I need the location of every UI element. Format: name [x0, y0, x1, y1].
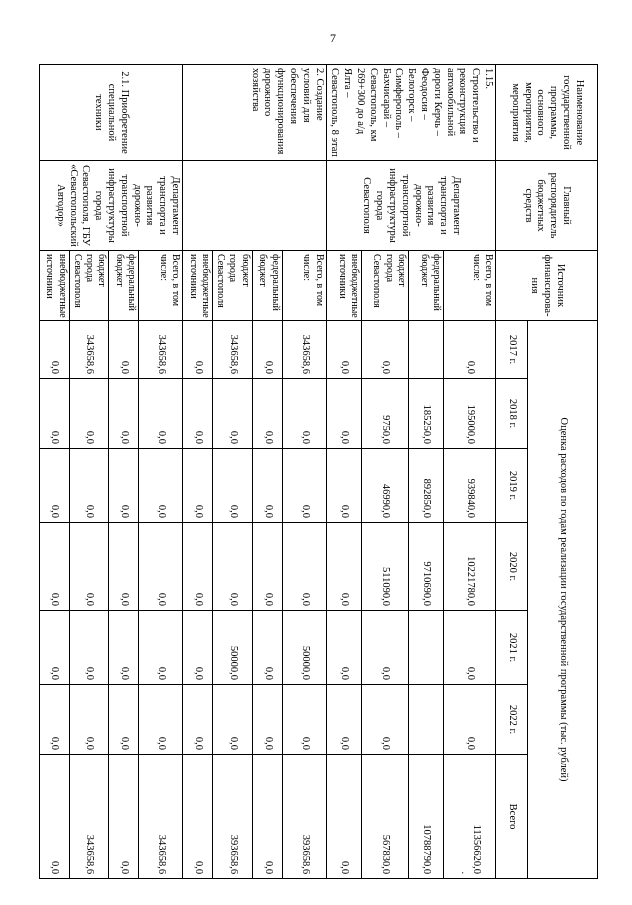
header-year: 2020 г.: [496, 523, 528, 611]
amount-cell: 0,0: [69, 379, 109, 449]
amount-cell: 0,0: [252, 321, 282, 379]
amount-cell: 0,0: [326, 523, 361, 611]
amount-cell: 0,0: [326, 611, 361, 685]
amount-cell: 939840,0: [444, 449, 496, 523]
amount-cell: 0,0: [139, 685, 183, 755]
funding-source: Всего, в том числе:: [444, 251, 496, 321]
budget-administrator: Департамент транспорта и развития дорожно-транспортной инфраструктуры города Севастополя, ГБУ «Севастопольский Автодор»: [39, 161, 183, 251]
amount-cell: 11356620,0 .: [444, 755, 496, 879]
funding-source: внебюджетные источники: [326, 251, 361, 321]
amount-cell: 0,0: [444, 321, 496, 379]
amount-cell: 0,0: [139, 379, 183, 449]
header-year: 2018 г.: [496, 379, 528, 449]
amount-cell: 0,0: [326, 449, 361, 523]
amount-cell: 0,0: [39, 321, 69, 379]
table-row: [139, 65, 183, 879]
amount-cell: 0,0: [39, 523, 69, 611]
amount-cell: 0,0: [109, 379, 139, 449]
amount-cell: 50000,0: [213, 611, 253, 685]
header-admin: Главный распорядитель бюджетных средств: [496, 161, 598, 251]
amount-cell: 0,0: [252, 379, 282, 449]
amount-cell: 0,0: [326, 379, 361, 449]
amount-cell: 0,0: [139, 449, 183, 523]
amount-cell: 10221780,0: [444, 523, 496, 611]
amount-cell: 0,0: [69, 611, 109, 685]
header-year: Всего: [496, 755, 528, 879]
amount-cell: 567830,0: [362, 755, 409, 879]
amount-cell: 0,0: [183, 379, 213, 449]
budget-administrator: [183, 161, 327, 251]
amount-cell: 0,0: [444, 611, 496, 685]
amount-cell: 0,0: [252, 755, 282, 879]
amount-cell: 393658,6: [282, 755, 326, 879]
amount-cell: 0,0: [252, 449, 282, 523]
amount-cell: 0,0: [213, 379, 253, 449]
amount-cell: 343658,6: [213, 321, 253, 379]
amount-cell: 511090,0: [362, 523, 409, 611]
amount-cell: 0,0: [69, 449, 109, 523]
header-name: Наименование государственной программы, основного мероприятия, мероприятия: [496, 65, 598, 161]
funding-source: бюджет города Севастополя: [213, 251, 253, 321]
amount-cell: 393658,6: [213, 755, 253, 879]
amount-cell: 0,0: [282, 449, 326, 523]
amount-cell: 9750,0: [362, 379, 409, 449]
amount-cell: 0,0: [213, 685, 253, 755]
amount-cell: 0,0: [183, 685, 213, 755]
financing-table: [39, 64, 598, 879]
amount-cell: 50000,0: [282, 611, 326, 685]
amount-cell: 9710690,0: [408, 523, 443, 611]
amount-cell: 0,0: [213, 523, 253, 611]
rotated-page-content: [44, 64, 598, 878]
amount-cell: 0,0: [252, 611, 282, 685]
amount-cell: 0,0: [183, 321, 213, 379]
amount-cell: 0,0: [362, 611, 409, 685]
amount-cell: 0,0: [139, 523, 183, 611]
amount-cell: 0,0: [39, 611, 69, 685]
amount-cell: 0,0: [183, 449, 213, 523]
amount-cell: 0,0: [213, 449, 253, 523]
amount-cell: 343658,6: [139, 321, 183, 379]
funding-source: внебюджетные источники: [183, 251, 213, 321]
funding-source: федеральный бюджет: [109, 251, 139, 321]
funding-source: внебюджетные источники: [39, 251, 69, 321]
amount-cell: 0,0: [326, 685, 361, 755]
event-name: 1.15. Строительство и реконструкция автомобильной дороги Керчь – Феодосия – Белогорск – Симферополь – Бахчисарай – Севастополь, км 269+300 до а/д Ялта – Севастополь, 8 этап: [326, 65, 495, 161]
amount-cell: 0,0: [362, 685, 409, 755]
amount-cell: 0,0: [444, 685, 496, 755]
amount-cell: 0,0: [252, 685, 282, 755]
amount-cell: 0,0: [183, 755, 213, 879]
amount-cell: 892850,0: [408, 449, 443, 523]
event-name: 2. Создание условий для обеспечения функционирования дорожного хозяйства: [183, 65, 327, 161]
rotated-table-wrapper: [44, 64, 598, 878]
amount-cell: [408, 685, 443, 755]
amount-cell: 0,0: [109, 611, 139, 685]
amount-cell: 195000,0: [444, 379, 496, 449]
amount-cell: 0,0: [39, 685, 69, 755]
amount-cell: 343658,6: [139, 755, 183, 879]
amount-cell: 343658,6: [69, 321, 109, 379]
amount-cell: 343658,6: [69, 755, 109, 879]
amount-cell: 0,0: [183, 523, 213, 611]
amount-cell: 0,0: [39, 755, 69, 879]
page-number: 7: [330, 31, 336, 45]
table-row: [282, 65, 326, 879]
header-year: 2022 г.: [496, 685, 528, 755]
amount-cell: 343658,6: [282, 321, 326, 379]
amount-cell: 0,0: [183, 611, 213, 685]
amount-cell: [408, 611, 443, 685]
amount-cell: 0,0: [139, 611, 183, 685]
amount-cell: 0,0: [282, 685, 326, 755]
amount-cell: 0,0: [69, 685, 109, 755]
amount-cell: 46990,0: [362, 449, 409, 523]
amount-cell: 0,0: [109, 321, 139, 379]
amount-cell: 0,0: [109, 685, 139, 755]
amount-cell: 0,0: [39, 449, 69, 523]
funding-source: Всего, в том числе:: [139, 251, 183, 321]
event-name: 2.1. Приобретение специальной техники: [39, 65, 183, 161]
funding-source: бюджет города Севастополя: [362, 251, 409, 321]
amount-cell: 0,0: [362, 321, 409, 379]
amount-cell: 0,0: [282, 523, 326, 611]
funding-source: федеральный бюджет: [408, 251, 443, 321]
amount-cell: 0,0: [326, 321, 361, 379]
amount-cell: [408, 321, 443, 379]
amount-cell: 10788790,0: [408, 755, 443, 879]
header-estimate: Оценка расходов по годам реализации государственной программы (тыс. рублей): [528, 321, 598, 879]
amount-cell: 0,0: [39, 379, 69, 449]
amount-cell: 0,0: [69, 523, 109, 611]
amount-cell: 0,0: [109, 755, 139, 879]
amount-cell: 185250,0: [408, 379, 443, 449]
amount-cell: 0,0: [282, 379, 326, 449]
amount-cell: 0,0: [109, 523, 139, 611]
funding-source: Всего, в том числе:: [282, 251, 326, 321]
funding-source: бюджет города Севастополя: [69, 251, 109, 321]
header-year: 2019 г.: [496, 449, 528, 523]
amount-cell: 0,0: [326, 755, 361, 879]
table-row: [444, 65, 496, 879]
amount-cell: 0,0: [109, 449, 139, 523]
header-year: 2017 г.: [496, 321, 528, 379]
budget-administrator: Департамент транспорта и развития дорожно-транспортной инфраструктуры города Севастополя: [326, 161, 495, 251]
header-source: Источник финансирова-ния: [496, 251, 598, 321]
funding-source: федеральный бюджет: [252, 251, 282, 321]
header-year: 2021 г.: [496, 611, 528, 685]
amount-cell: 0,0: [252, 523, 282, 611]
